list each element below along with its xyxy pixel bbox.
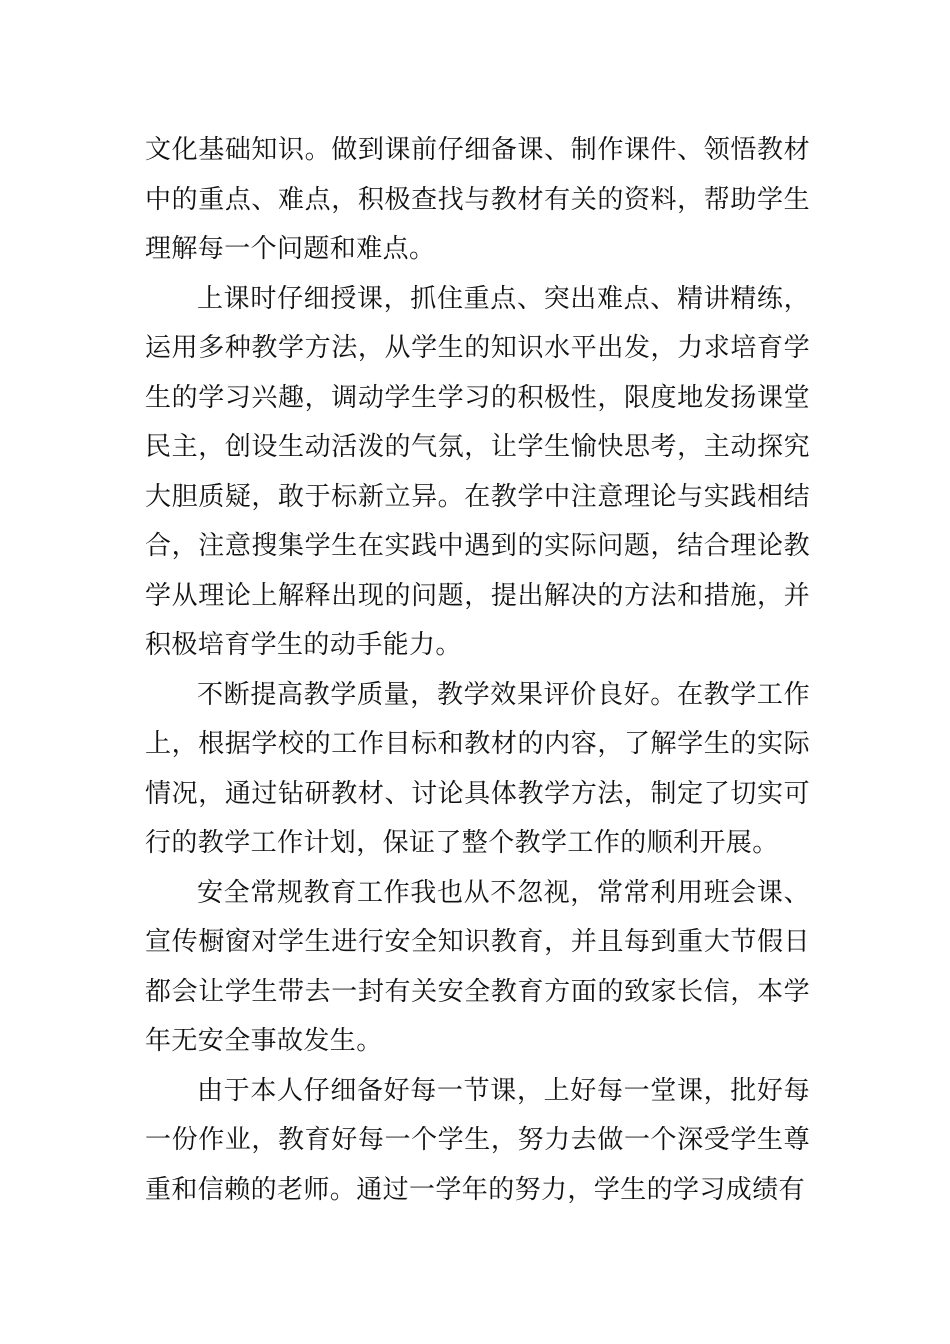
paragraph-3: 不断提高教学质量，教学效果评价良好。在教学工作上，根据学校的工作目标和教材的内容，了解学生的实际情况，通过钻研教材、讨论具体教学方法，制定了切实可行的教学工作计划，保证了整个教学工作的顺利开展。 xyxy=(145,679,810,858)
paragraph-5: 由于本人仔细备好每一节课，上好每一堂课，批好每一份作业，教育好每一个学生，努力去做一个深受学生尊重和信赖的老师。通过一学年的努力，学生的学习成绩有 xyxy=(145,1075,810,1205)
document-body xyxy=(145,126,810,1215)
paragraph-1: 文化基础知识。做到课前仔细备课、制作课件、领悟教材中的重点、难点，积极查找与教材有关的资料，帮助学生理解每一个问题和难点。 xyxy=(145,135,810,264)
paragraph-2: 上课时仔细授课，抓住重点、突出难点、精讲精练，运用多种教学方法，从学生的知识水平出发，力求培育学生的学习兴趣，调动学生学习的积极性，限度地发扬课堂民主，创设生动活泼的气氛，让学生愉快思考，主动探究大胆质疑，敢于标新立异。在教学中注意理论与实践相结合，注意搜集学生在实践中遇到的实际问题，结合理论教学从理论上解释出现的问题，提出解决的方法和措施，并积极培育学生的动手能力。 xyxy=(145,283,810,660)
paragraph-4: 安全常规教育工作我也从不忽视，常常利用班会课、宣传橱窗对学生进行安全知识教育，并且每到重大节假日都会让学生带去一封有关安全教育方面的致家长信，本学年无安全事故发生。 xyxy=(145,877,810,1056)
